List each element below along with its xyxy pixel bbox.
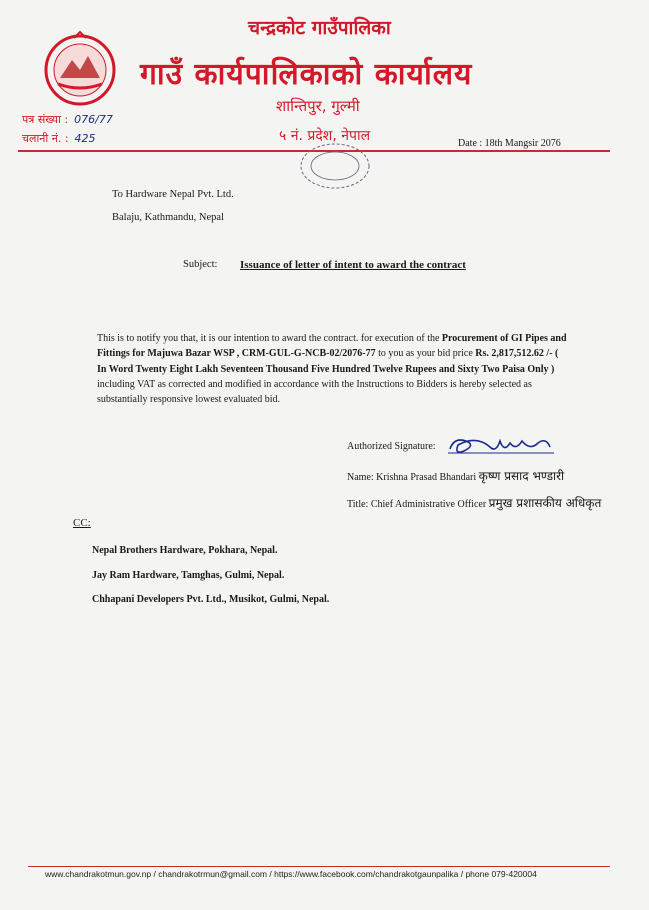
footer-divider	[28, 866, 610, 867]
municipality-name: चन्द्रकोट गाउँपालिका	[248, 17, 391, 39]
reference-value: 076/77	[74, 113, 113, 126]
body-project-name: Procurement of GI Pipes and Fittings for Majuwa Bazar WSP , CRM-GUL-G-NCB-02/2076-77	[97, 333, 567, 360]
office-province: ५ नं. प्रदेश, नेपाल	[279, 128, 371, 144]
cc-label: CC:	[73, 517, 91, 529]
letter-body	[97, 331, 567, 407]
cc-item: Chhapani Developers Pvt. Ltd., Musikot, Gulmi, Nepal.	[92, 594, 330, 605]
name-value: Krishna Prasad Bhandari	[376, 472, 477, 483]
reference-number-row	[22, 110, 113, 129]
body-part-3: to you as your bid price	[375, 348, 476, 360]
cc-item: Jay Ram Hardware, Tamghas, Gulmi, Nepal.	[92, 570, 285, 581]
dispatch-label: चलानी नं. :	[22, 132, 69, 145]
reference-label: पत्र संख्या :	[22, 113, 69, 126]
name-nepali: कृष्ण प्रसाद भण्डारी	[478, 469, 565, 483]
dispatch-value: 425	[74, 132, 96, 145]
name-label: Name:	[347, 472, 374, 483]
recipient-name: To Hardware Nepal Pvt. Ltd.	[112, 189, 234, 200]
cc-item: Nepal Brothers Hardware, Pokhara, Nepal.	[92, 545, 278, 556]
name-row	[347, 467, 564, 484]
letter-date: Date : 18th Mangsir 2076	[458, 138, 561, 149]
title-nepali: प्रमुख प्रशासकीय अधिकृत	[488, 496, 602, 510]
body-part-5: including VAT as corrected and modified in accordance with the Instructions to Bidders is hereby selected as substantially responsive lowest evaluated bid.	[97, 378, 532, 406]
title-label: Title:	[347, 499, 369, 510]
signature-label: Authorized Signature:	[347, 441, 436, 452]
handwritten-signature-icon	[446, 433, 556, 459]
signature-row	[347, 441, 436, 452]
title-value: Chief Administrative Officer	[370, 499, 487, 510]
office-title: गाउँ कार्यपालिकाको कार्यालय	[140, 57, 473, 92]
body-part-1: This is to notify you that, it is our intention to award the contract. for execution of the	[97, 333, 442, 344]
title-row	[347, 494, 601, 511]
dispatch-number-row	[22, 129, 113, 148]
recipient-block	[112, 183, 234, 229]
office-address: शान्तिपुर, गुल्मी	[276, 97, 360, 115]
nepal-emblem-icon	[40, 30, 120, 110]
reference-block	[22, 110, 113, 148]
subject-text: Issuance of letter of intent to award the contract	[240, 259, 466, 271]
footer-contact: www.chandrakotmun.gov.np / chandrakotrmun@gmail.com / https://www.facebook.com/chandrakotgaunpalika / phone 079-420004	[45, 869, 537, 879]
recipient-address: Balaju, Kathmandu, Nepal	[112, 212, 224, 223]
subject-label: Subject:	[183, 259, 218, 270]
office-stamp-icon	[298, 140, 372, 192]
body-bid-amount: Rs. 2,817,512.62 /- ( In Word Twenty Eight Lakh Seventeen Thousand Five Hundred Twelve Rupees and Sixty Two Paisa Only )	[97, 348, 559, 375]
